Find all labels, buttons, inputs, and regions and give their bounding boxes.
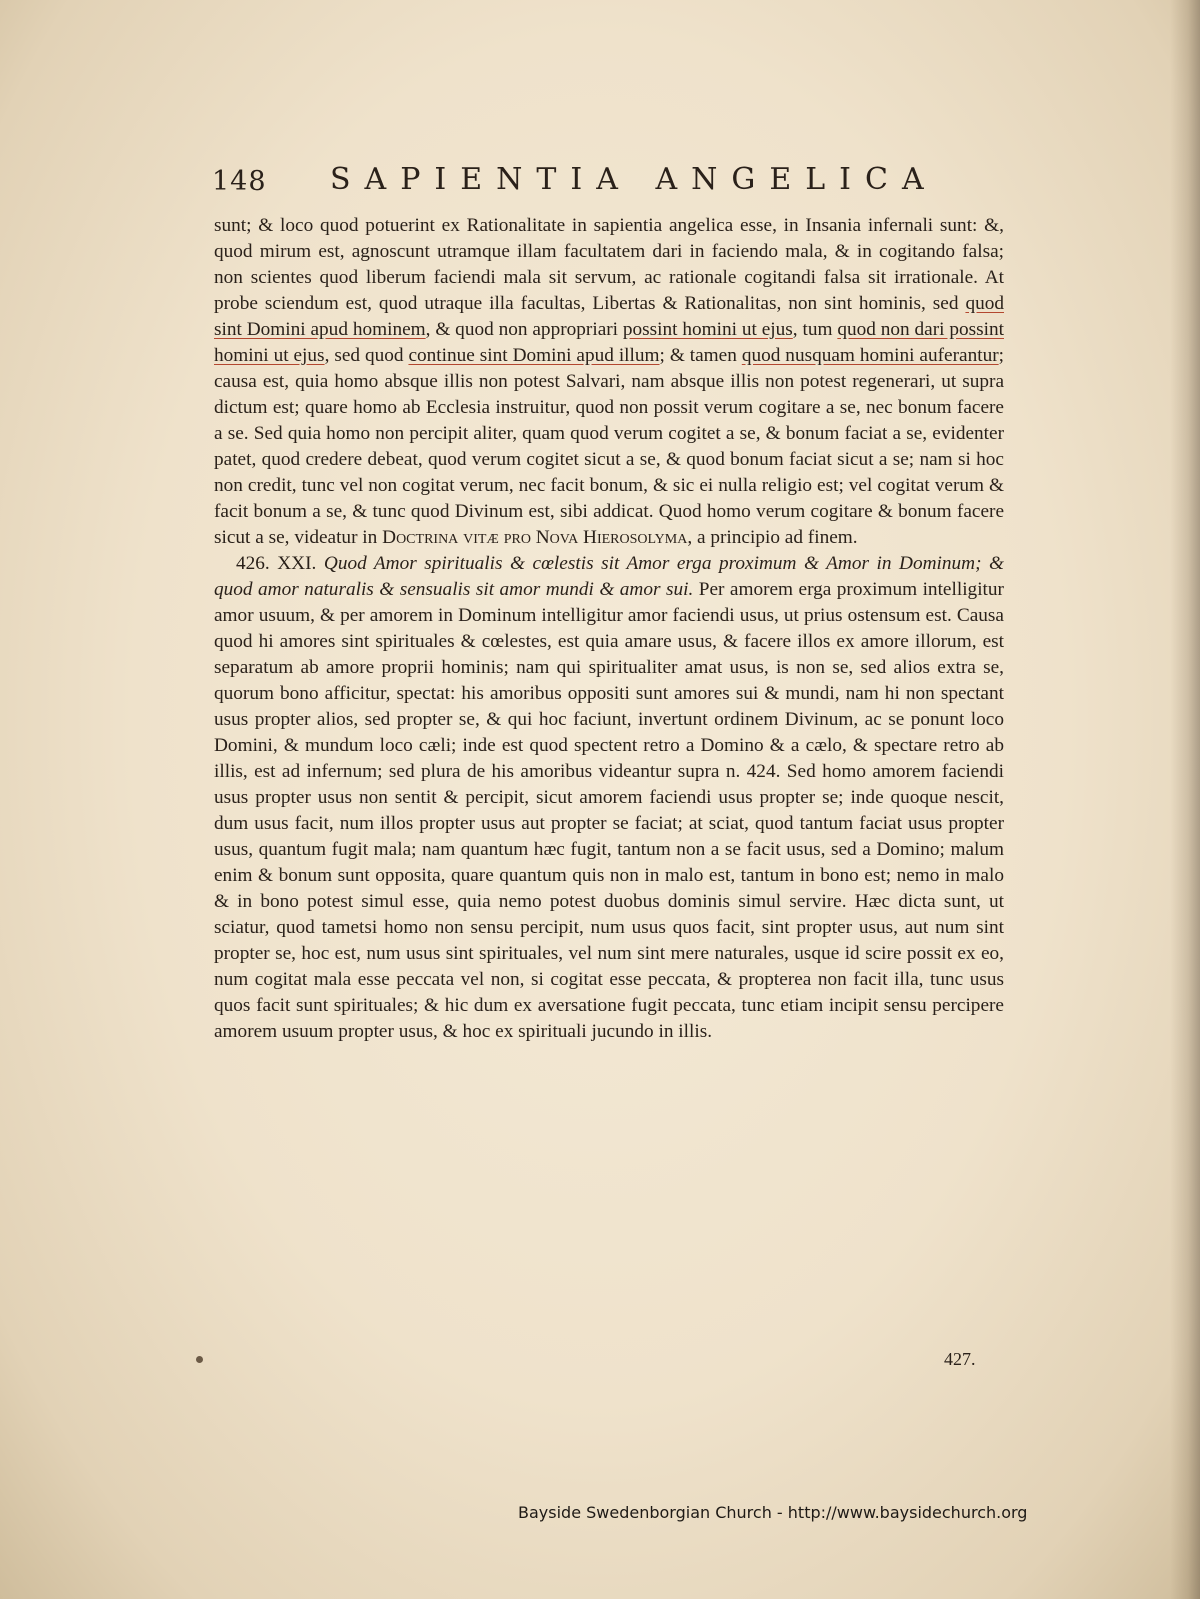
text-run: , a principio ad finem.: [687, 527, 858, 548]
text-run: sunt; & loco quod potuerint ex Rationalitate in sapientia angelica esse, in Insania infernali sunt: &, quod mirum est, agnoscunt utramque illam facultatem dari in faciendo mala, & in cogitando falsa; non scientes quod liberum faciendi mala sit servum, ac rationale cogitandi falsa sit irrationale. At probe sciendum est, quod utraque illa facultas, Libertas & Rationalitas, non sint hominis, sed: [214, 215, 1004, 314]
paragraph-continued: [214, 213, 1004, 551]
page-number: 148: [212, 166, 267, 197]
page-gutter-shadow: [1170, 0, 1200, 1599]
catchword: 427.: [944, 1349, 976, 1369]
page-header: [212, 162, 1002, 206]
underlined-phrase: continue sint Domini apud illum: [408, 345, 660, 366]
underlined-phrase: quod nusquam homini auferantur: [741, 345, 999, 366]
text-run: , tum: [792, 319, 838, 340]
section-text: Per amorem erga proximum intelligitur amor usuum, & per amorem in Dominum intelligitur amor faciendi usus, ut prius ostensum est. Causa quod hi amores sint spirituales & cœlestes, est quia amare usus, & facere illos ex amore illorum, est separatum ab amore proprii hominis; nam qui spiritualiter amat usus, is non se, sed alios extra se, quorum bono afficitur, spectat: his amoribus oppositi sunt amores sui & mundi, nam hi non spectant usus propter alios, sed propter se, & qui hoc faciunt, invertunt ordinem Divinum, ac se ponunt loco Domini, & mundum loco cæli; inde est quod spectent retro a Domino & a cælo, & spectare retro ab illis, est ad infernum; sed plura de his amoribus videantur supra n. 424. Sed homo amorem faciendi usus propter usus non sentit & percipit, sicut amorem faciendi usus propter se; inde quoque nescit, dum usus facit, num illos propter usus aut propter se faciat; at sciat, quod tantum faciat usus propter usus, quantum fugit mala; nam quantum hæc fugit, tantum non a se facit usus, sed a Domino; malum enim & bonum sunt opposita, quare quantum quis non in malo est, tantum in bono est; nemo in malo & in bono potest simul esse, quia nemo potest duobus dominis simul servire. Hæc dicta sunt, ut sciatur, quod tametsi homo non sensu percipit, num usus quos facit, sint propter usus, aut num sint propter se, hoc est, num usus sint spirituales, vel num sint mere naturales, usque id scire possit ex eo, num cogitat mala esse peccata vel non, si cogitat esse peccata, & propterea non facit illa, tunc usus quos facit sunt spirituales; & hic dum ex aversatione fugit peccata, tunc etiam incipit sensu percipere amorem usuum propter usus, & hoc ex spirituali jucundo in illis.: [214, 579, 1004, 1042]
doctrine-reference: Doctrina vitæ pro Nova Hierosolyma: [382, 527, 688, 548]
section-heading: Quod Amor spiritualis & cœlestis sit Amor erga proximum & Amor in Dominum; & quod amor naturalis & sensualis sit amor mundi & amor sui.: [214, 553, 1005, 600]
watermark-credit: Bayside Swedenborgian Church - http://www.baysidechurch.org: [518, 1503, 1028, 1522]
text-run: ; & tamen: [659, 345, 742, 366]
page-body: [214, 213, 1004, 1045]
underlined-phrase: quod sint Domini apud hominem: [214, 293, 1004, 340]
text-run: ; causa est, quia homo absque illis non potest Salvari, nam absque illis non potest regenerari, ut supra dictum est; quare homo ab Ecclesia instruitur, quod non possit verum cogitare a se, nec bonum facere a se. Sed quia homo non percipit aliter, quam quod verum cogitet a se, & bonum faciat a se, evidenter patet, quod credere debeat, quod verum cogitet sicut a se, & quod bonum faciat sicut a se; nam si hoc non credit, tunc vel non cogitat verum, nec facit bonum, & sic ei nulla religio est; vel cogitat verum & facit bonum a se, & tunc quod Divinum est, sibi addicat. Quod homo verum cogitare & bonum facere sicut a se, videatur in: [214, 345, 1004, 548]
underlined-phrase: possint homini ut ejus: [622, 319, 793, 340]
paragraph-426: [214, 551, 1004, 1045]
ink-spot: [196, 1356, 203, 1363]
text-run: , & quod non appropriari: [425, 319, 623, 340]
underlined-phrase: quod non dari possint homini ut ejus: [214, 319, 1004, 366]
running-title: SAPIENTIA ANGELICA: [330, 162, 938, 197]
section-number: 426. XXI.: [236, 553, 317, 574]
text-run: , sed quod: [324, 345, 409, 366]
